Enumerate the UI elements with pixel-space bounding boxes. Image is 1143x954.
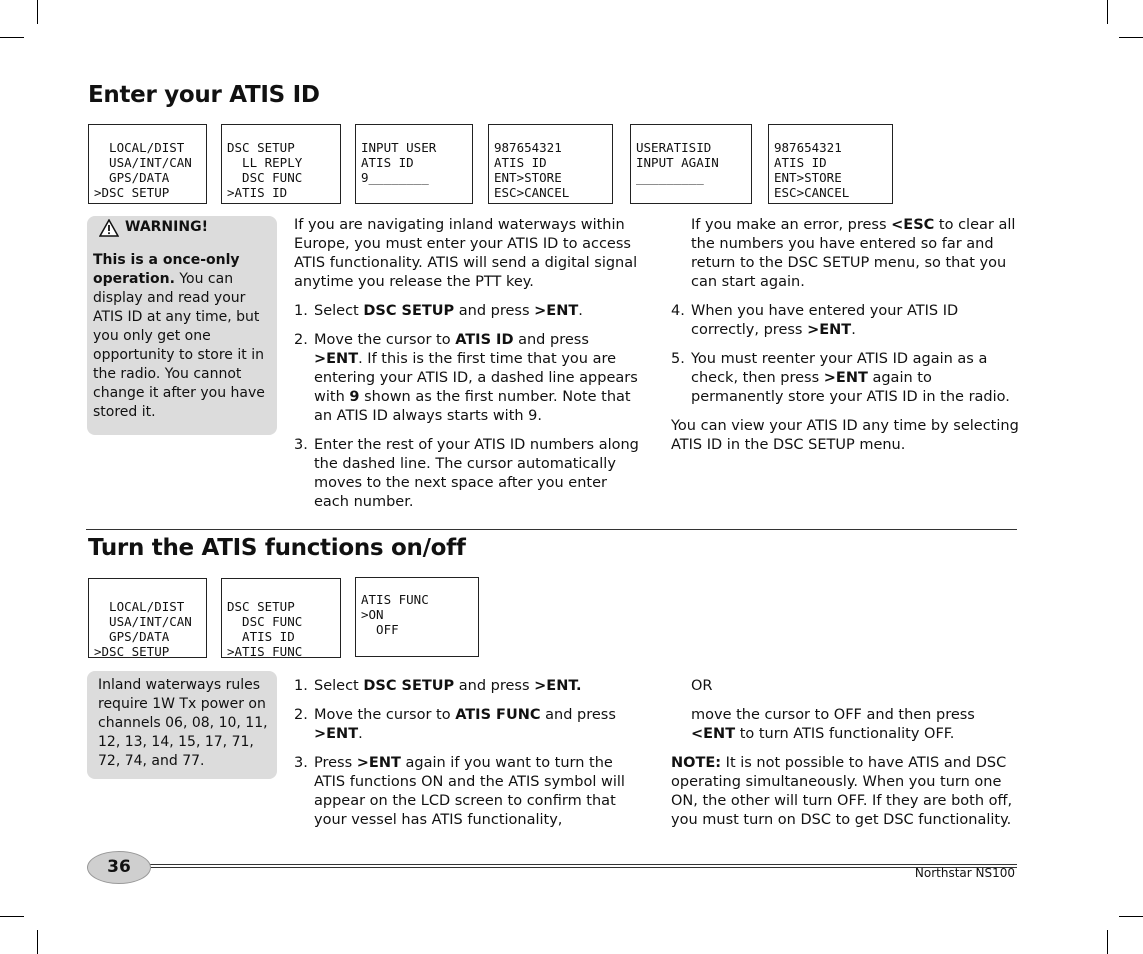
lcd-line: 987654321	[494, 140, 562, 155]
lcd-line: GPS/DATA	[94, 170, 170, 185]
or-text: OR	[691, 678, 713, 694]
lcd-line: ESC>CANCEL	[494, 185, 570, 200]
lcd-line: ATIS ID	[361, 155, 414, 170]
list-item: 1. Select DSC SETUP and press >ENT.	[294, 678, 582, 694]
closing-paragraph: You can view your ATIS ID any time by selecting ATIS ID in the DSC SETUP menu.	[671, 418, 1019, 453]
step-number: 1.	[294, 678, 308, 694]
lcd-line: >DSC SETUP	[94, 185, 170, 200]
section1-column-middle	[294, 216, 639, 522]
lcd-screen	[630, 124, 752, 204]
list-item: 3. Press >ENT again if you want to turn the ATIS functions ON and the ATIS symbol will appear on the LCD screen to confirm that your vessel has ATIS functionality,	[294, 755, 625, 828]
warning-heading-text: WARNING!	[125, 219, 208, 235]
step-number: 3.	[294, 755, 308, 771]
lcd-line: >ON	[361, 607, 384, 622]
lcd-line: USA/INT/CAN	[94, 155, 192, 170]
list-item: 5. You must reenter your ATIS ID again as a check, then press >ENT again to permanently store your ATIS ID in the radio.	[671, 351, 1010, 405]
lcd-line: OFF	[361, 622, 399, 637]
warning-body	[93, 251, 267, 422]
lcd-line: >ATIS FUNC	[227, 644, 303, 659]
off-instruction: move the cursor to OFF and then press <ENT to turn ATIS functionality OFF.	[691, 707, 975, 742]
warning-box	[87, 216, 277, 435]
crop-mark	[37, 930, 38, 954]
lcd-screen	[355, 577, 479, 657]
footer-rule	[150, 867, 1017, 868]
lcd-line: DSC SETUP	[227, 140, 295, 155]
step-number: 2.	[294, 332, 308, 348]
crop-mark	[0, 916, 24, 917]
section-title-turn-atis-on-off: Turn the ATIS functions on/off	[88, 535, 466, 561]
step-number: 2.	[294, 707, 308, 723]
lcd-line: 987654321	[774, 140, 842, 155]
step-number: 3.	[294, 437, 308, 453]
crop-mark	[1119, 37, 1143, 38]
list-item: 1. Select DSC SETUP and press >ENT.	[294, 303, 583, 319]
list-item: 3. Enter the rest of your ATIS ID numbers along the dashed line. The cursor automatically moves to the next space after you enter each number.	[294, 437, 639, 510]
continued-paragraph: If you make an error, press <ESC to clear all the numbers you have entered so far and return to the DSC SETUP menu, so that you can start again.	[691, 217, 1016, 290]
lcd-line: LOCAL/DIST	[94, 599, 185, 614]
lcd-line: LOCAL/DIST	[94, 140, 185, 155]
note-box-text: Inland waterways rules require 1W Tx power on channels 06, 08, 10, 11, 12, 13, 14, 15, 17, 71, 72, 74, and 77.	[98, 677, 268, 769]
lcd-line: >DSC SETUP	[94, 644, 170, 659]
lcd-line: ATIS FUNC	[361, 592, 429, 607]
lcd-line: DSC FUNC	[227, 170, 303, 185]
crop-mark	[37, 0, 38, 24]
lcd-line: ENT>STORE	[774, 170, 842, 185]
lcd-screen	[221, 578, 341, 658]
lcd-line: ATIS ID	[494, 155, 547, 170]
lcd-line: INPUT AGAIN	[636, 155, 719, 170]
section-divider	[86, 529, 1017, 530]
section-title-enter-atis-id: Enter your ATIS ID	[88, 82, 320, 108]
lcd-line: USERATISID	[636, 140, 712, 155]
section2-column-right	[671, 677, 1023, 840]
warning-heading	[99, 218, 267, 237]
footer-brand: Northstar NS100	[914, 866, 1015, 880]
note-paragraph: NOTE: It is not possible to have ATIS and DSC operating simultaneously. When you turn one ON, the other will turn OFF. If they are both off, you must turn on DSC to get DSC functionality.	[671, 755, 1013, 828]
inland-waterways-note-box	[87, 671, 277, 779]
section1-column-right	[671, 216, 1023, 465]
step-number: 1.	[294, 303, 308, 319]
warning-triangle-icon	[99, 219, 119, 237]
warning-bold-lead: This is a once-only operation.	[93, 252, 240, 287]
lcd-line: ESC>CANCEL	[774, 185, 850, 200]
lcd-line: ATIS ID	[774, 155, 827, 170]
crop-mark	[1107, 930, 1108, 954]
lcd-screen	[88, 124, 207, 204]
crop-mark	[1119, 916, 1143, 917]
footer-rule	[150, 864, 1017, 865]
list-item: 4. When you have entered your ATIS ID correctly, press >ENT.	[671, 303, 959, 338]
lcd-line: DSC FUNC	[227, 614, 303, 629]
list-item: 2. Move the cursor to ATIS ID and press >ENT. If this is the first time that you are entering your ATIS ID, a dashed line appears with 9 shown as the first number. Note that an ATIS ID always starts with 9.	[294, 332, 638, 424]
lcd-line: GPS/DATA	[94, 629, 170, 644]
crop-mark	[0, 37, 24, 38]
lcd-line: USA/INT/CAN	[94, 614, 192, 629]
lcd-screen	[355, 124, 473, 204]
lcd-screen	[488, 124, 613, 204]
lcd-line: >ATIS ID	[227, 185, 288, 200]
lcd-screen	[768, 124, 893, 204]
lcd-line: ENT>STORE	[494, 170, 562, 185]
crop-mark	[1107, 0, 1108, 24]
warning-text: You can display and read your ATIS ID at any time, but you only get one opportunity to store it in the radio. You cannot change it after you have stored it.	[93, 271, 265, 420]
list-item: 2. Move the cursor to ATIS FUNC and press >ENT.	[294, 707, 616, 742]
lcd-line: DSC SETUP	[227, 599, 295, 614]
section2-column-middle	[294, 677, 639, 840]
lcd-line: ATIS ID	[227, 629, 295, 644]
step-number: 5.	[671, 351, 685, 367]
lcd-line: _________	[636, 170, 704, 185]
intro-paragraph: If you are navigating inland waterways within Europe, you must enter your ATIS ID to access ATIS functionality. ATIS will send a digital signal anytime you release the PTT key.	[294, 217, 638, 290]
lcd-screen	[221, 124, 341, 204]
step-number: 4.	[671, 303, 685, 319]
lcd-screen	[88, 578, 207, 658]
lcd-line: 9________	[361, 170, 429, 185]
page-number: 36	[87, 851, 151, 884]
lcd-line: LL REPLY	[227, 155, 303, 170]
lcd-line: INPUT USER	[361, 140, 437, 155]
